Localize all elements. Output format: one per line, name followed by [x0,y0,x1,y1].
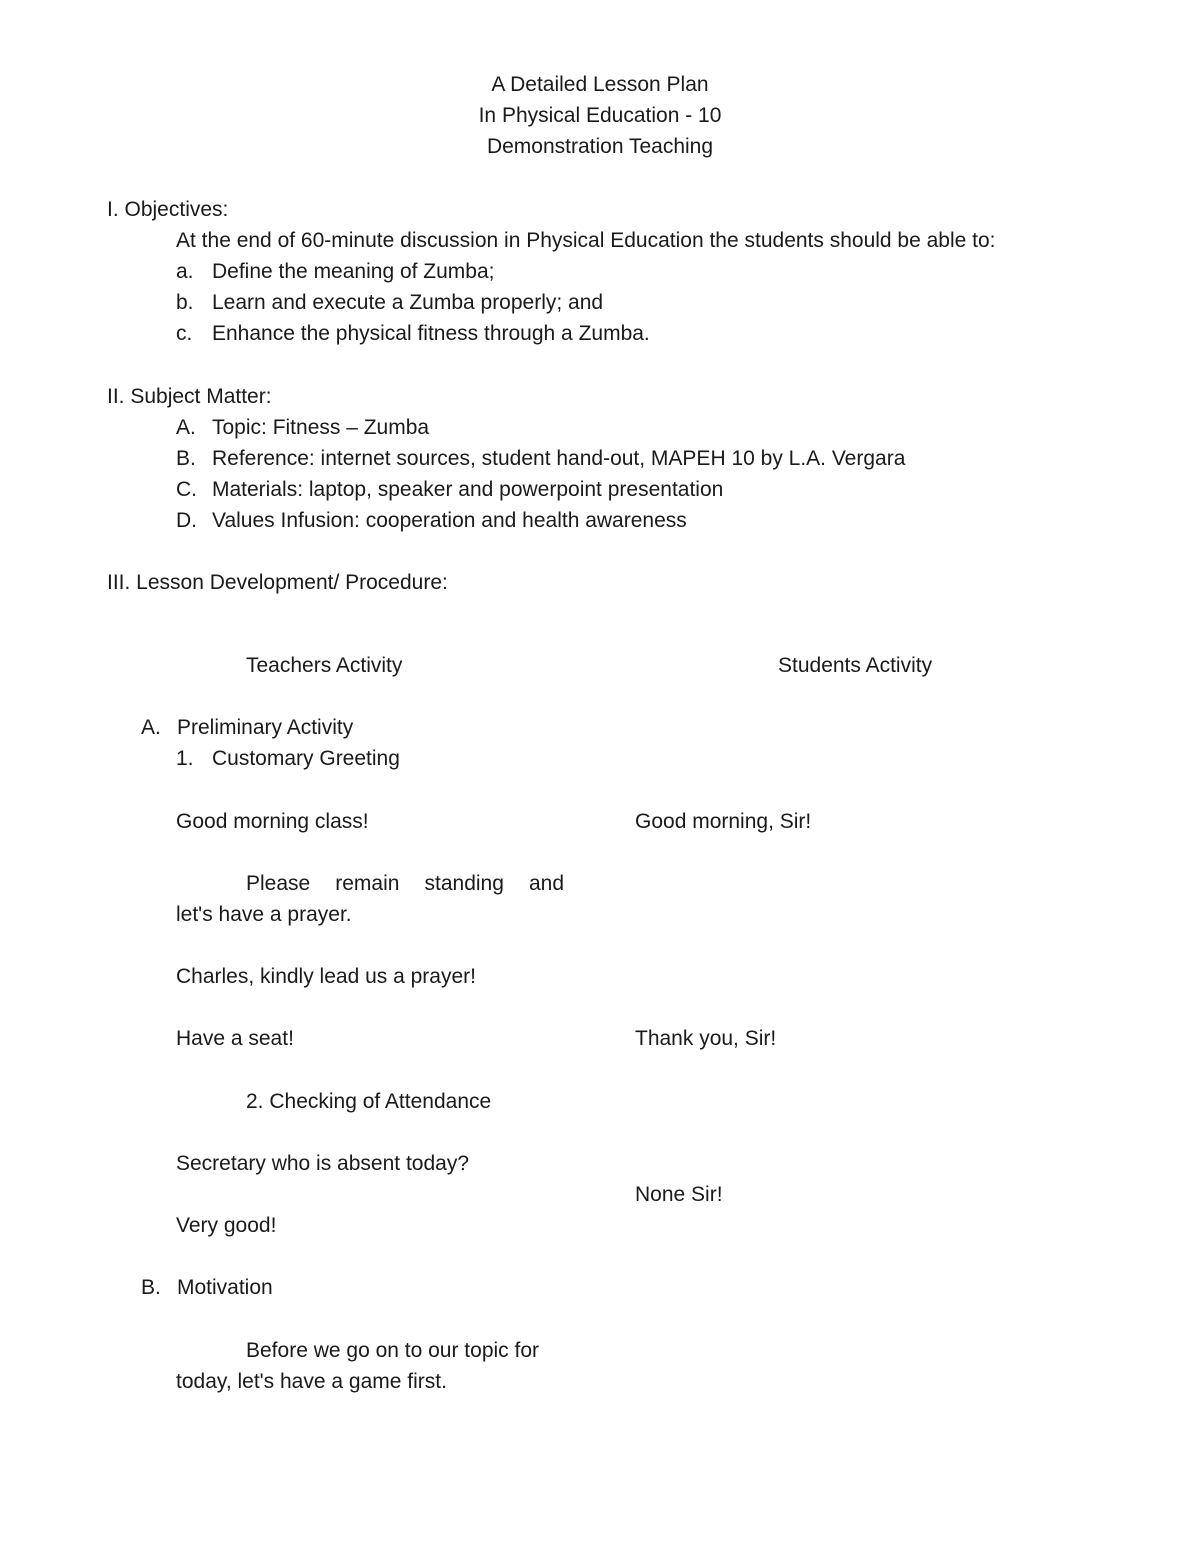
subject-item [176,416,429,440]
list-marker: B. [141,1276,161,1299]
teacher-line: Have a seat! [176,1027,294,1050]
student-line: Good morning, Sir! [635,810,812,833]
list-marker: a. [176,260,194,283]
subject-matter-heading: II. Subject Matter: [107,385,272,408]
list-text: Customary Greeting [212,747,400,770]
doc-title: A Detailed Lesson Plan [491,73,709,96]
objective-item [176,322,650,346]
procedure-heading: III. Lesson Development/ Procedure: [107,571,448,594]
teacher-line: Please remain standing and [246,872,564,895]
student-line: Thank you, Sir! [635,1027,777,1050]
list-marker: b. [176,291,194,314]
list-text: Preliminary Activity [177,716,354,739]
teacher-line: Before we go on to our topic for [246,1339,540,1362]
teacher-line: Good morning class! [176,810,369,833]
list-marker: B. [176,447,196,470]
teacher-line: Charles, kindly lead us a prayer! [176,965,476,988]
student-activity-header: Students Activity [778,654,933,677]
objective-item [176,291,603,315]
subject-item [176,478,723,502]
list-text: Topic: Fitness – Zumba [212,416,430,439]
teacher-activity-header: Teachers Activity [246,654,403,677]
list-marker: D. [176,509,197,532]
teacher-line: let's have a prayer. [176,903,352,926]
list-text: Reference: internet sources, student hand-out, MAPEH 10 by L.A. Vergara [212,447,906,470]
list-marker: 1. [176,747,194,770]
list-text: Motivation [177,1276,273,1299]
checking-attendance: 2. Checking of Attendance [246,1090,492,1113]
objective-item [176,260,495,284]
list-marker: A. [176,416,196,439]
doc-subtitle: In Physical Education - 10 [478,104,722,127]
objectives-heading: I. Objectives: [107,198,229,221]
list-text: Enhance the physical fitness through a Zumba. [212,322,650,345]
list-marker: A. [141,716,161,739]
subject-item [176,447,905,471]
list-marker: c. [176,322,193,345]
list-marker: C. [176,478,197,501]
preliminary-activity [141,716,353,740]
doc-subtitle-2: Demonstration Teaching [486,135,714,158]
list-text: Materials: laptop, speaker and powerpoint presentation [212,478,724,501]
subject-item [176,509,687,533]
teacher-line: Secretary who is absent today? [176,1152,469,1175]
teacher-line: Very good! [176,1214,277,1237]
list-text: Define the meaning of Zumba; [212,260,495,283]
motivation-heading [141,1276,273,1300]
teacher-line: today, let's have a game first. [176,1370,447,1393]
customary-greeting [176,747,400,771]
list-text: Values Infusion: cooperation and health awareness [212,509,687,532]
list-text: Learn and execute a Zumba properly; and [212,291,604,314]
objectives-intro: At the end of 60-minute discussion in Physical Education the students should be able to: [176,229,996,252]
student-line: None Sir! [635,1183,723,1206]
